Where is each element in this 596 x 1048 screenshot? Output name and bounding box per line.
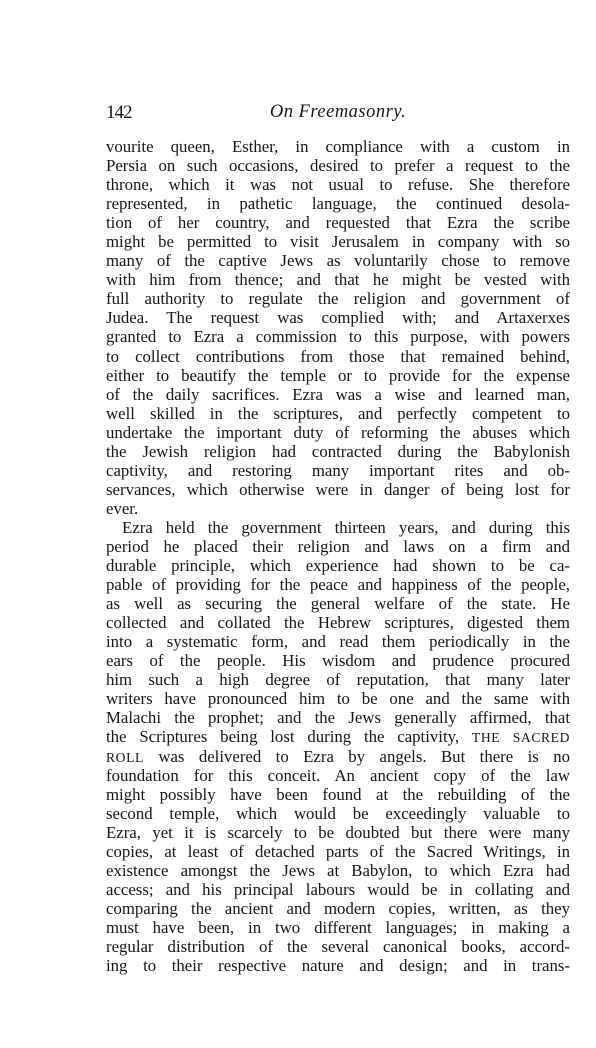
line-text: second temple, which would be exceedingly valuable to [106,803,570,823]
line-text: with him from thence; and that he might be vested with [106,270,570,290]
text-line [106,880,570,899]
text-line [106,804,570,823]
text-line [106,613,570,632]
line-text: as well as securing the general welfare of the state. He [106,594,570,614]
line-text: Persia on such occasions, desired to prefer a request to the [106,156,570,176]
text-line [106,137,570,156]
line-text: period he placed their religion and laws on a firm and [106,536,570,556]
line-text: might possibly have been found at the rebuilding of the [106,784,570,804]
line-text: granted to Ezra a commission to this purpose, with powers [106,327,570,347]
line-text: existence amongst the Jews at Babylon, to which Ezra had [106,860,570,880]
line-text: access; and his principal labours would be in collating and [106,879,570,899]
line-text: Judea. The request was complied with; and Artaxerxes [106,308,570,328]
line-text: throne, which it was not usual to refuse. She therefore [106,175,570,195]
text-line [106,575,570,594]
line-text: tion of her country, and requested that Ezra the scribe [106,213,570,233]
line-text: ing to their respective nature and design; and in trans- [106,956,570,976]
line-text: ever. [106,498,139,518]
text-line [106,347,570,366]
text-line [106,518,570,537]
text-line [106,842,570,861]
line-text: to collect contributions from those that remained behind, [106,346,570,366]
text-line [106,747,570,766]
line-text: well skilled in the scriptures, and perfectly competent to [106,403,570,423]
text-line [106,499,570,518]
line-text: him such a high degree of reputation, that many later [106,670,570,690]
text-line [106,366,570,385]
text-line [106,442,570,461]
text-line [106,232,570,251]
line-text: full authority to regulate the religion and government of [106,289,570,309]
line-text: ears of the people. His wisdom and prudence procured [106,651,570,671]
line-text: many of the captive Jews as voluntarily chose to remove [106,251,570,271]
page-number: 142 [106,102,132,123]
text-line [106,308,570,327]
text-line [106,594,570,613]
text-line [106,289,570,308]
text-line [106,461,570,480]
text-line [106,385,570,404]
line-text: must have been, in two different languages; in making a [106,917,570,937]
line-text: Ezra held the government thirteen years, and during this [122,517,570,537]
running-title: On Freemasonry. [269,102,407,122]
text-line [106,194,570,213]
line-text: was delivered to Ezra by angels. But there is no [143,746,570,766]
text-line [106,423,570,442]
small-caps-text: ROLL [106,749,144,765]
text-line [106,156,570,175]
text-line [106,632,570,651]
text-line [106,937,570,956]
line-text: represented, in pathetic language, the continued desola- [106,194,570,214]
line-text: copies, at least of detached parts of the Sacred Writings, in [106,841,570,861]
line-text: Ezra, yet it is scarcely to be doubted but there were many [106,822,570,842]
text-line [106,861,570,880]
text-line [106,708,570,727]
line-text: collected and collated the Hebrew scriptures, digested them [106,613,570,633]
text-line [106,175,570,194]
line-text: writers have pronounced him to be one and the same with [106,689,570,709]
text-line [106,270,570,289]
line-text: vourite queen, Esther, in compliance with a custom in [106,137,570,156]
text-line [106,404,570,423]
text-line [106,785,570,804]
line-text: Malachi the prophet; and the Jews generally affirmed, that [106,708,570,728]
line-text: the Jewish religion had contracted during the Babylonish [106,441,570,461]
small-caps-text: THE SACRED [471,730,570,746]
line-text: servances, which otherwise were in danger of being lost for [106,479,570,499]
page-header [106,100,570,126]
text-line [106,899,570,918]
text-line [106,213,570,232]
text-line [106,727,570,746]
text-line [106,823,570,842]
text-line [106,251,570,270]
text-line [106,918,570,937]
line-text: might be permitted to visit Jerusalem in company with so [106,232,570,252]
line-text: comparing the ancient and modern copies, written, as they [106,898,570,918]
line-text: undertake the important duty of reforming the abuses which [106,422,570,442]
line-text: of the daily sacrifices. Ezra was a wise and learned man, [106,384,570,404]
line-text: captivity, and restoring many important rites and ob- [106,460,570,480]
line-text: durable principle, which experience had shown to be ca- [106,556,570,576]
text-line [106,689,570,708]
text-line [106,480,570,499]
body-text [106,137,570,975]
text-line [106,556,570,575]
text-line [106,670,570,689]
line-text: into a systematic form, and read them periodically in the [106,632,570,652]
line-text: foundation for this conceit. An ancient copy of the law [106,765,570,785]
line-text: the Scriptures being lost during the captivity, [106,727,472,747]
line-text: either to beautify the temple or to provide for the expense [106,365,570,385]
text-line [106,651,570,670]
line-text: regular distribution of the several canonical books, accord- [106,936,570,956]
text-line [106,956,570,975]
line-text: pable of providing for the peace and happiness of the people, [106,575,570,595]
text-line [106,537,570,556]
text-line [106,327,570,346]
text-line [106,766,570,785]
